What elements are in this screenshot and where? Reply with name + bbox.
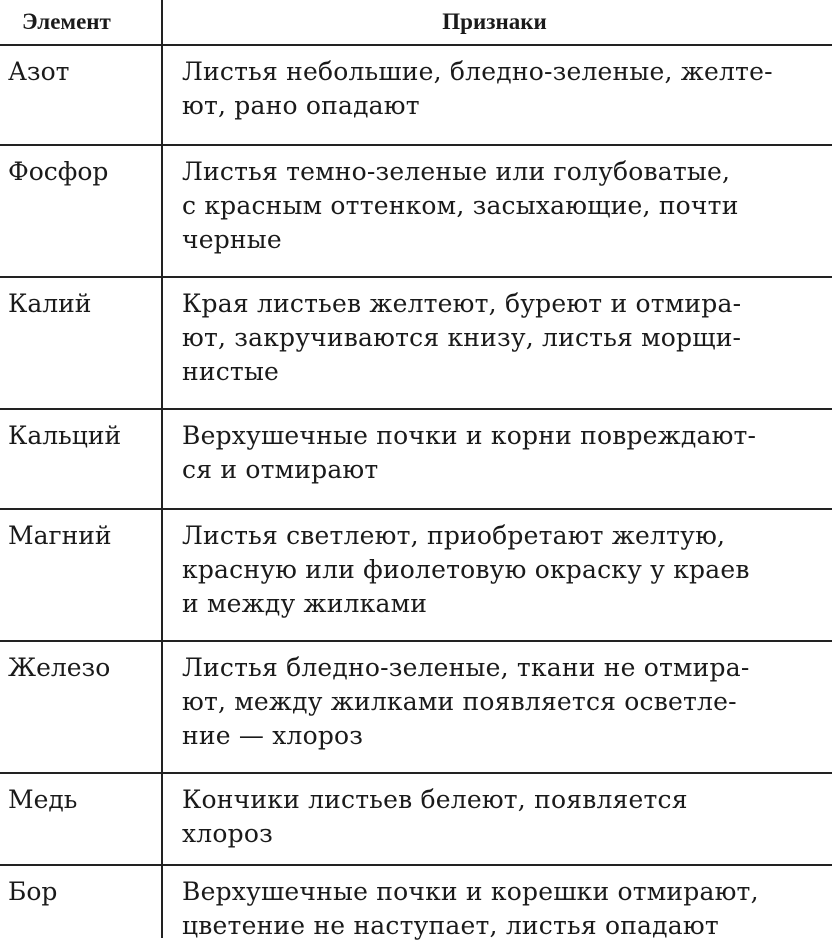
table-row — [0, 144, 832, 278]
header-signs: Признаки — [442, 9, 547, 34]
table-header-row — [0, 0, 832, 46]
element-cell: Бор — [0, 866, 163, 938]
element-cell: Азот — [0, 46, 163, 146]
signs-cell: Верхушечные почки и корешки отмирают, цветение не наступает, листья опадают — [182, 877, 759, 940]
signs-cell: Кончики листьев белеют, появляется хлороз — [182, 785, 688, 848]
element-cell: Кальций — [0, 410, 163, 510]
table-row — [0, 640, 832, 774]
table-row — [0, 508, 832, 642]
table-row — [0, 276, 832, 410]
element-cell: Фосфор — [0, 146, 163, 278]
header-element: Элемент — [0, 0, 163, 46]
element-cell: Медь — [0, 774, 163, 866]
signs-cell: Листья светлеют, приобретают желтую, красную или фиолетовую окраску у краев и между жилками — [182, 521, 750, 618]
signs-cell: Верхушечные почки и корни повреждают- ся и отмирают — [182, 421, 757, 484]
table-row — [0, 772, 832, 866]
signs-cell: Листья небольшие, бледно-зеленые, желте- ют, рано опадают — [182, 57, 773, 120]
element-cell: Магний — [0, 510, 163, 642]
table-row — [0, 408, 832, 510]
table-row — [0, 864, 832, 938]
table-row — [0, 44, 832, 146]
signs-cell: Края листьев желтеют, буреют и отмира- ют, закручиваются книзу, листья морщи- нистые — [182, 289, 742, 386]
element-cell: Калий — [0, 278, 163, 410]
signs-cell: Листья темно-зеленые или голубоватые, с красным оттенком, засыхающие, почти черные — [182, 157, 739, 254]
signs-cell: Листья бледно-зеленые, ткани не отмира- ют, между жилками появляется осветле- ние — хлороз — [182, 653, 750, 750]
element-cell: Железо — [0, 642, 163, 774]
